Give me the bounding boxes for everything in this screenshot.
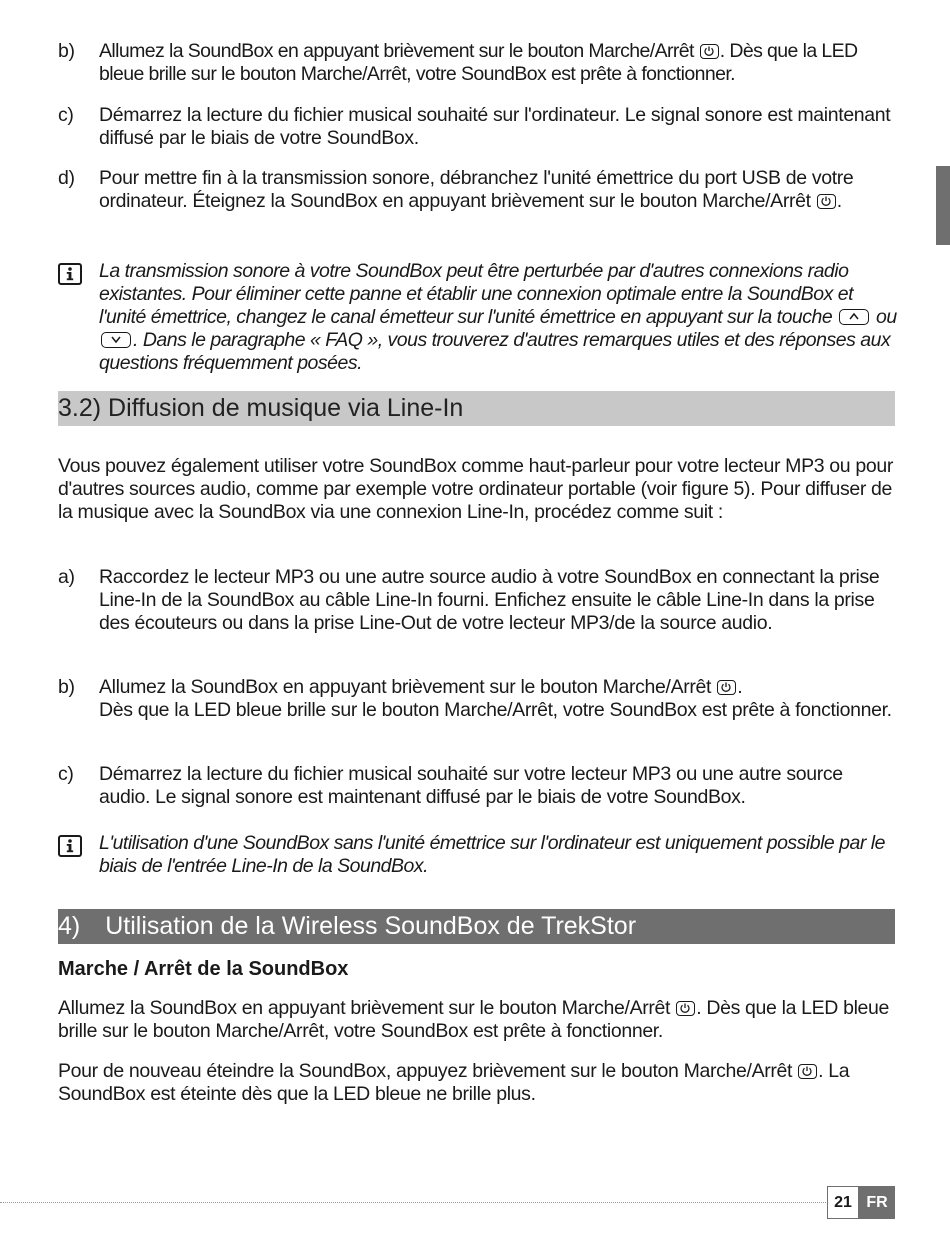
section-heading-4: [58, 909, 895, 944]
list-letter: d): [58, 167, 75, 189]
text-part: Allumez la SoundBox en appuyant brièvement sur le bouton Marche/Arrêt: [99, 676, 717, 698]
up-arrow-key-icon: [839, 309, 869, 325]
list-text: Démarrez la lecture du fichier musical souhaité sur l'ordinateur. Le signal sonore est maintenant diffusé par le biais de votre SoundBox.: [99, 104, 891, 149]
info-icon: [58, 263, 82, 285]
page-number: 21: [827, 1186, 859, 1219]
list-letter: c): [58, 763, 74, 785]
language-badge: FR: [859, 1186, 895, 1219]
list-text: Raccordez le lecteur MP3 ou une autre source audio à votre SoundBox en connectant la prise Line-In de la SoundBox au câble Line-In fourni. Enfichez ensuite le câble Line-In dans la prise des écouteurs ou dans la prise Line-Out de votre lecteur MP3/de la source audio.: [99, 566, 880, 634]
list-item-b: [58, 676, 898, 722]
text-part: . Dans le paragraphe « FAQ », vous trouverez d'autres remarques utiles et des réponses aux questions fréquemment posées.: [99, 329, 891, 374]
note-text: L'utilisation d'une SoundBox sans l'unité émettrice sur l'ordinateur est uniquement possible par le biais de l'entrée Line-In de la SoundBox.: [99, 832, 885, 877]
text-part: Dès que la LED bleue brille sur le bouton Marche/Arrêt, votre SoundBox est prête à fonctionner.: [99, 699, 892, 721]
power-icon: [700, 44, 719, 59]
text-part: . Dès que la LED bleue brille sur le bouton Marche/Arrêt, votre SoundBox est prête à fonctionner.: [58, 997, 890, 1042]
info-note-line-in: [58, 832, 898, 878]
heading-text: 4) Utilisation de la Wireless SoundBox de TrekStor: [58, 912, 637, 940]
para-power-off: [58, 1060, 898, 1106]
section-side-tab: [936, 166, 950, 245]
section-intro: Vous pouvez également utiliser votre SoundBox comme haut-parleur pour votre lecteur MP3 ou pour d'autres sources audio, comme par exemple votre ordinateur portable (voir figure 5). Pour diffuser de la musique avec la SoundBox via une connexion Line-In, procédez comme suit :: [58, 455, 893, 523]
text-part: Allumez la SoundBox en appuyant brièvement sur le bouton Marche/Arrêt: [58, 997, 676, 1019]
text-part: Pour mettre fin à la transmission sonore, débranchez l'unité émettrice du port USB de votre ordinateur. Éteignez la SoundBox en appuyant brièvement sur le bouton Marche/Arrêt: [99, 167, 854, 212]
para-power-on: [58, 997, 898, 1043]
list-text: [99, 167, 898, 213]
down-arrow-key-icon: [101, 332, 131, 348]
power-icon: [676, 1001, 695, 1016]
info-note-radio: [58, 260, 898, 375]
list-text: [99, 40, 898, 86]
note-text: [99, 260, 898, 375]
text-part: . La SoundBox est éteinte dès que la LED bleue ne brille plus.: [58, 1060, 850, 1105]
list-text: [99, 676, 898, 722]
list-item-c-top: [58, 104, 898, 150]
list-item-b-top: [58, 40, 898, 86]
info-icon: [58, 835, 82, 857]
list-item-d-top: [58, 167, 898, 213]
subheading-on-off: Marche / Arrêt de la SoundBox: [58, 958, 349, 980]
text-part: . Dès que la LED bleue brille sur le bouton Marche/Arrêt, votre SoundBox est prête à fonctionner.: [99, 40, 858, 85]
section-heading-3-2: [58, 391, 895, 426]
list-text: Démarrez la lecture du fichier musical souhaité sur votre lecteur MP3 ou une autre source audio. Le signal sonore est maintenant diffusé par le biais de votre SoundBox.: [99, 763, 843, 808]
power-icon: [717, 680, 736, 695]
list-letter: a): [58, 566, 75, 588]
list-letter: b): [58, 40, 75, 62]
text-part: .: [737, 676, 743, 698]
text-part: Allumez la SoundBox en appuyant brièvement sur le bouton Marche/Arrêt: [99, 40, 699, 62]
list-letter: b): [58, 676, 75, 698]
heading-text: 3.2) Diffusion de musique via Line-In: [58, 394, 464, 422]
footer-divider: [0, 1202, 826, 1203]
list-item-c: [58, 763, 898, 809]
list-letter: c): [58, 104, 74, 126]
text-part: .: [836, 190, 842, 212]
list-item-a: [58, 566, 898, 635]
power-icon: [798, 1064, 817, 1079]
power-icon: [817, 194, 836, 209]
text-part: La transmission sonore à votre SoundBox peut être perturbée par d'autres connexions radio existantes. Pour éliminer cette panne et établir une connexion optimale entre la SoundBox et l'unité émettrice, changez le canal émetteur sur l'unité émettrice en appuyant sur la touche: [99, 260, 853, 328]
text-part: Pour de nouveau éteindre la SoundBox, appuyez brièvement sur le bouton Marche/Arrêt: [58, 1060, 798, 1082]
text-part: ou: [871, 306, 897, 328]
